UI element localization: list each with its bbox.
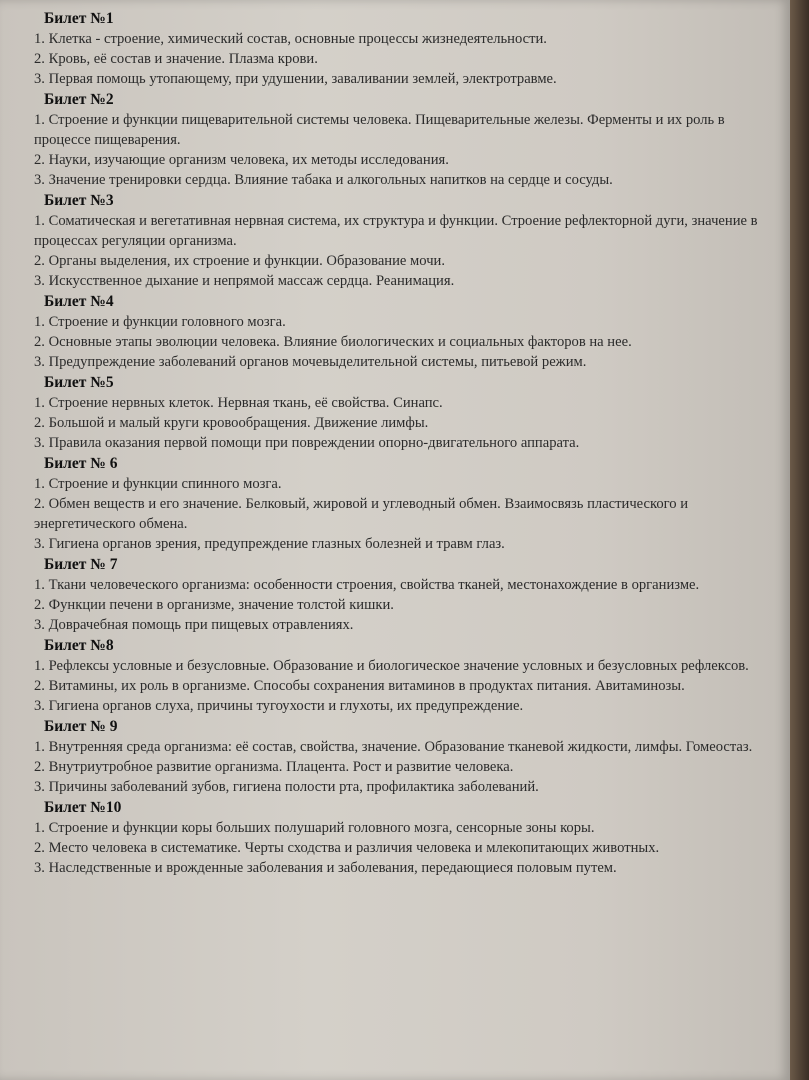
question: 3. Гигиена органов зрения, предупреждение глазных болезней и травм глаз.: [34, 536, 505, 552]
ticket-8: [34, 635, 770, 716]
question: 1. Рефлексы условные и безусловные. Образование и биологическое значение условных и безусловных рефлексов.: [34, 658, 749, 674]
question: 1. Соматическая и вегетативная нервная система, их структура и функции. Строение рефлекторной дуги, значение в процессах регуляции организма.: [34, 213, 758, 249]
question: 3. Наследственные и врожденные заболевания и заболевания, передающиеся половым путем.: [34, 860, 617, 876]
question: 1. Строение и функции спинного мозга.: [34, 476, 282, 492]
question: 3. Причины заболеваний зубов, гигиена полости рта, профилактика заболеваний.: [34, 779, 539, 795]
ticket-title: Билет № 7: [44, 556, 118, 573]
ticket-title: Билет №4: [44, 293, 114, 310]
ticket-2: [34, 89, 770, 190]
ticket-7: [34, 554, 770, 635]
question: 2. Обмен веществ и его значение. Белковый, жировой и углеводный обмен. Взаимосвязь пластического и энергетического обмена.: [34, 496, 689, 532]
ticket-title: Билет №2: [44, 91, 114, 108]
question: 3. Правила оказания первой помощи при повреждении опорно-двигательного аппарата.: [34, 435, 580, 451]
question: 3. Гигиена органов слуха, причины тугоухости и глухоты, их предупреждение.: [34, 698, 524, 714]
ticket-1: [34, 8, 770, 89]
question: 2. Основные этапы эволюции человека. Влияние биологических и социальных факторов на нее.: [34, 334, 632, 350]
question: 3. Первая помощь утопающему, при удушении, заваливании землей, электротравме.: [34, 71, 557, 87]
question: 1. Клетка - строение, химический состав, основные процессы жизнедеятельности.: [34, 31, 547, 47]
question: 2. Витамины, их роль в организме. Способы сохранения витаминов в продуктах питания. Авитаминозы.: [34, 678, 685, 694]
ticket-title: Билет №3: [44, 192, 114, 209]
ticket-4: [34, 291, 770, 372]
question: 1. Ткани человеческого организма: особенности строения, свойства тканей, местонахождение в организме.: [34, 577, 700, 593]
ticket-6: [34, 453, 770, 554]
question: 3. Доврачебная помощь при пищевых отравлениях.: [34, 617, 354, 633]
ticket-5: [34, 372, 770, 453]
ticket-title: Билет №1: [44, 10, 114, 27]
ticket-title: Билет №5: [44, 374, 114, 391]
question: 1. Строение и функции головного мозга.: [34, 314, 286, 330]
question: 2. Место человека в систематике. Черты сходства и различия человека и млекопитающих животных.: [34, 840, 660, 856]
question: 1. Внутренняя среда организма: её состав, свойства, значение. Образование тканевой жидкости, лимфы. Гомеостаз.: [34, 739, 753, 755]
question: 3. Предупреждение заболеваний органов мочевыделительной системы, питьевой режим.: [34, 354, 587, 370]
question: 1. Строение нервных клеток. Нервная ткань, её свойства. Синапс.: [34, 395, 443, 411]
ticket-10: [34, 797, 770, 878]
ticket-3: [34, 190, 770, 291]
question: 1. Строение и функции коры больших полушарий головного мозга, сенсорные зоны коры.: [34, 820, 595, 836]
question: 3. Значение тренировки сердца. Влияние табака и алкогольных напитков на сердце и сосуды.: [34, 172, 613, 188]
question: 2. Науки, изучающие организм человека, их методы исследования.: [34, 152, 449, 168]
question: 2. Функции печени в организме, значение толстой кишки.: [34, 597, 394, 613]
ticket-title: Билет № 9: [44, 718, 118, 735]
question: 1. Строение и функции пищеварительной системы человека. Пищеварительные железы. Ферменты и их роль в процессе пищеварения.: [34, 112, 725, 148]
question: 2. Большой и малый круги кровообращения. Движение лимфы.: [34, 415, 429, 431]
question: 2. Внутриутробное развитие организма. Плацента. Рост и развитие человека.: [34, 759, 514, 775]
ticket-title: Билет №10: [44, 799, 122, 816]
ticket-title: Билет №8: [44, 637, 114, 654]
question: 3. Искусственное дыхание и непрямой массаж сердца. Реанимация.: [34, 273, 455, 289]
ticket-title: Билет № 6: [44, 455, 118, 472]
ticket-9: [34, 716, 770, 797]
question: 2. Кровь, её состав и значение. Плазма крови.: [34, 51, 318, 67]
question: 2. Органы выделения, их строение и функции. Образование мочи.: [34, 253, 445, 269]
table-edge: [790, 0, 809, 1080]
